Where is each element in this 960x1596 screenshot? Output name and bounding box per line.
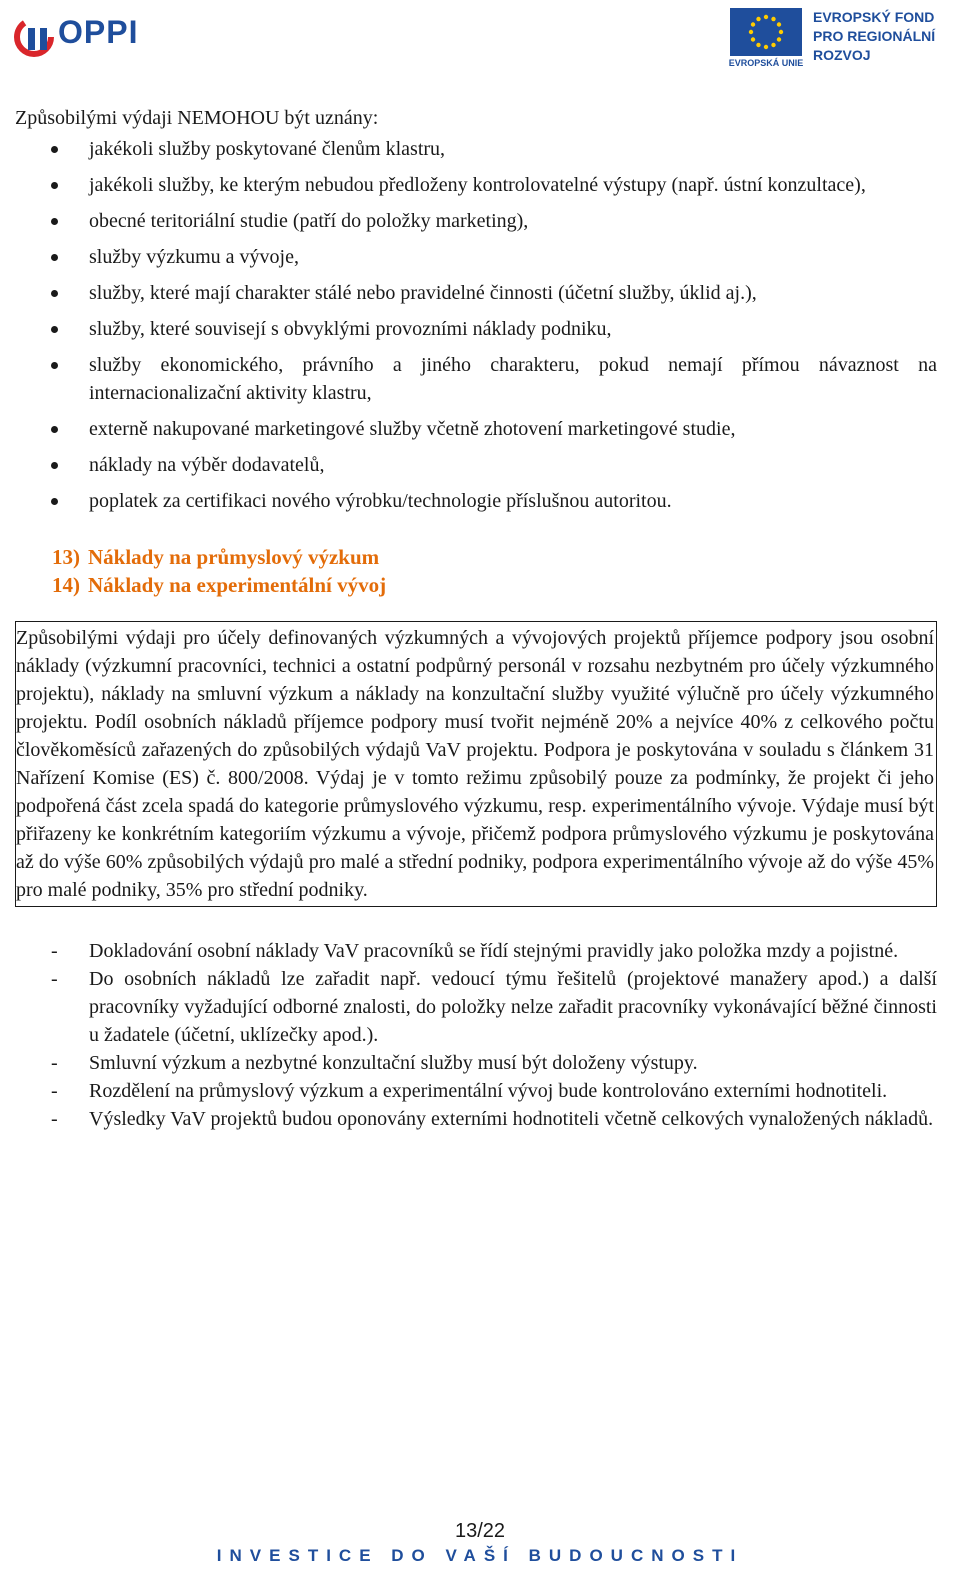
eligible-costs-box: Způsobilými výdaji pro účely definovaných výzkumných a vývojových projektů příjemce podpory jsou osobní náklady (výzkumní pracovníci, technici a ostatní podpůrný personál v rozsahu nezbytném pro účely výzkumného projektu), náklady na smluvní výzkum a náklady na konzultační služby využité výlučně pro účely výzkumného projektu. Podíl osobních nákladů příjemce podpory musí tvořit nejméně 20% a nejvíce 40% z celkového počtu člověkoměsíců zařazených do způsobilých výdajů VaV projektu. Podpora je poskytována v souladu s článkem 31 Nařízení Komise (ES) č. 800/2008. Výdaj je v tomto režimu způsobilý pouze za podmínky, že projekt či jeho podpořená část zcela spadá do kategorie průmyslového výzkumu, resp. experimentálního vývoje. Výdaje musí být přiřazeny ke konkrétním kategoriím výzkumu a vývoje, přičemž podpora průmyslového výzkumu je poskytována až do výše 60% způsobilých výdajů pro malé a střední podniky, podpora experimentálního vývoje až do výše 45% pro malé podniky, 35% pro střední podniky. — [15, 621, 937, 907]
list-item: služby, které mají charakter stálé nebo pravidelné činnosti (účetní služby, úklid aj.), — [15, 279, 937, 307]
list-item: jakékoli služby, ke kterým nebudou předloženy kontrolovatelné výstupy (např. ústní konzultace), — [15, 171, 937, 199]
dash-marker: - — [51, 940, 58, 962]
section-headings — [15, 543, 937, 599]
eu-star-icon — [751, 22, 755, 26]
fund-line-3: ROZVOJ — [813, 47, 871, 63]
bullet-icon — [51, 218, 58, 225]
eu-star-icon — [749, 30, 753, 34]
bullet-icon — [51, 254, 58, 261]
list-item: externě nakupované marketingové služby včetně zhotovení marketingové studie, — [15, 415, 937, 443]
intro-text: Způsobilými výdaji NEMOHOU být uznány: — [15, 107, 379, 129]
bullet-icon — [51, 182, 58, 189]
eu-star-icon — [777, 37, 781, 41]
list-item: jakékoli služby poskytované členům klastru, — [15, 135, 937, 163]
list-item: služby výzkumu a vývoje, — [15, 243, 937, 271]
eu-star-icon — [771, 43, 775, 47]
list-item: - Rozdělení na průmyslový výzkum a experimentální vývoj bude kontrolováno externími hodnotiteli. — [15, 1077, 937, 1105]
eu-star-icon — [777, 22, 781, 26]
eu-fund-name — [813, 8, 953, 65]
list-item: služby, které souvisejí s obvyklými provozními náklady podniku, — [15, 315, 937, 343]
list-item: náklady na výběr dodavatelů, — [15, 451, 937, 479]
list-item: - Výsledky VaV projektů budou oponovány externími hodnotiteli včetně celkových vynaložených nákladů. — [15, 1105, 937, 1133]
footer-motto: INVESTICE DO VAŠÍ BUDOUCNOSTI — [216, 1546, 744, 1565]
eu-star-icon — [779, 30, 783, 34]
bullet-icon — [51, 326, 58, 333]
list-item: poplatek za certifikaci nového výrobku/technologie příslušnou autoritou. — [15, 487, 937, 515]
eu-star-icon — [771, 17, 775, 21]
eu-caption: EVROPSKÁ UNIE — [728, 58, 804, 68]
eu-star-icon — [756, 43, 760, 47]
dash-marker: - — [51, 1108, 58, 1130]
logo-text: OPPI — [58, 14, 139, 50]
bullet-icon — [51, 146, 58, 153]
page-header — [0, 0, 960, 80]
list-item: - Smluvní výzkum a nezbytné konzultační služby musí být doloženy výstupy. — [15, 1049, 937, 1077]
heading-14: 14) Náklady na experimentální vývoj — [52, 573, 387, 597]
list-item: - Dokladování osobní náklady VaV pracovníků se řídí stejnými pravidly jako položka mzdy a pojistné. — [15, 937, 937, 965]
eu-flag-icon — [730, 8, 802, 56]
bullet-icon — [51, 462, 58, 469]
bullet-icon — [51, 362, 58, 369]
list-item: - Do osobních nákladů lze zařadit např. vedoucí týmu řešitelů (projektové manažery apod.) a další pracovníky vyžadující odborné znalosti, do položky nelze zařadit pracovníky vykonávající běžné činnosti u žadatele (účetní, uklízečky apod.). — [15, 965, 937, 1049]
dash-marker: - — [51, 1052, 58, 1074]
eu-star-icon — [764, 45, 768, 49]
page-number: 13/22 — [454, 1520, 506, 1542]
bullet-icon — [51, 290, 58, 297]
document-body — [15, 103, 937, 1133]
list-item: obecné teritoriální studie (patří do položky marketing), — [15, 207, 937, 235]
fund-line-1: EVROPSKÝ FOND — [813, 9, 935, 25]
list-item: služby ekonomického, právního a jiného charakteru, pokud nemají přímou návaznost na internacionalizační aktivity klastru, — [15, 351, 937, 407]
heading-13: 13) Náklady na průmyslový výzkum — [52, 545, 380, 569]
notes-list — [15, 937, 937, 1133]
eu-star-icon — [751, 37, 755, 41]
bullet-icon — [51, 498, 58, 505]
dash-marker: - — [51, 968, 58, 990]
ineligible-list — [15, 135, 937, 515]
dash-marker: - — [51, 1080, 58, 1102]
bullet-icon — [51, 426, 58, 433]
eu-star-icon — [764, 15, 768, 19]
eu-star-icon — [756, 17, 760, 21]
fund-line-2: PRO REGIONÁLNÍ — [813, 28, 936, 44]
